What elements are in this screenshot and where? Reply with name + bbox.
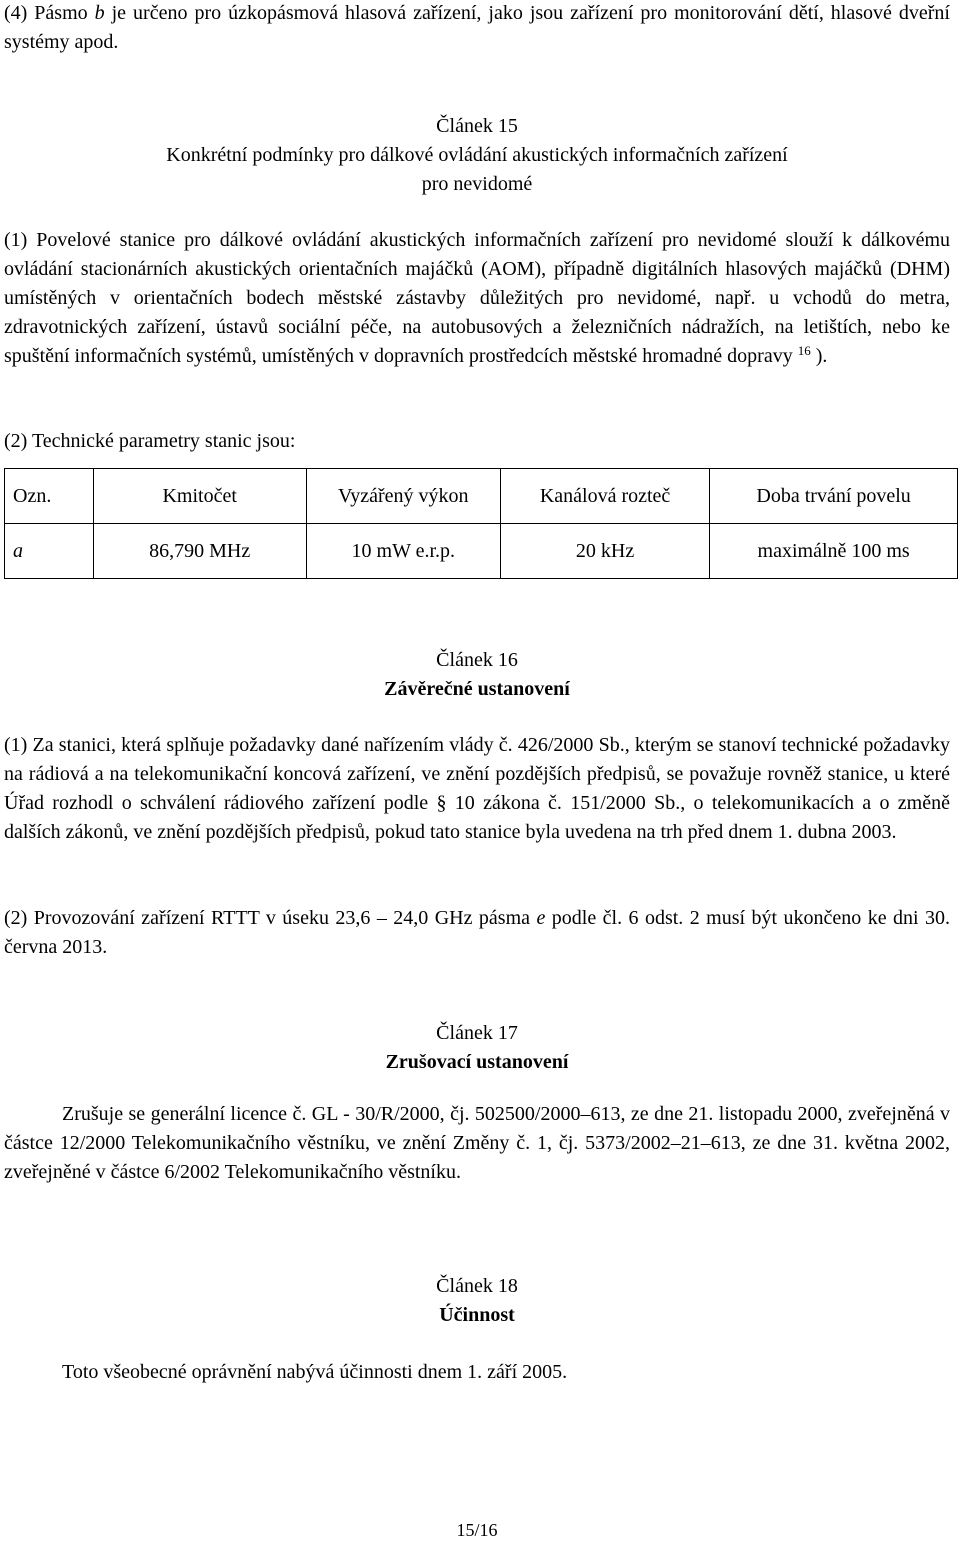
header-roztec: Kanálová rozteč: [500, 469, 709, 524]
footnote-16: 16: [797, 343, 811, 358]
cell-doba: maximálně 100 ms: [710, 524, 958, 579]
article-15-title-line2: pro nevidomé: [421, 173, 533, 195]
header-vykon: Vyzářený výkon: [306, 469, 500, 524]
article-16-paragraph-1: (1) Za stanici, která splňuje požadavky dané nařízením vlády č. 426/2000 Sb., kterým se stanoví technické požadavky na rádiová a na telekomunikační koncová zařízení, ve znění pozdějších předpisů, se považuje rovněž stanice, u které Úřad rozhodl o schválení rádiového zařízení podle § 10 zákona č. 151/2000 Sb., o telekomunikacích a o změně dalších zákonů, ve znění pozdějších předpisů, pokud tato stanice byla uvedena na trh před dnem 1. dubna 2003.: [4, 734, 950, 843]
article-16-paragraph-2-prefix: (2) Provozování zařízení RTTT v úseku 23,6 – 24,0 GHz pásma: [4, 907, 537, 929]
article-18-heading: Článek 18: [436, 1275, 518, 1297]
article-16-title: Závěrečné ustanovení: [384, 678, 570, 700]
article-16-heading: Článek 16: [436, 649, 518, 671]
article-17-paragraph: Zrušuje se generální licence č. GL - 30/R/2000, čj. 502500/2000–613, ze dne 21. listopadu 2000, zveřejněná v částce 12/2000 Telekomunikačního věstníku, ve znění Změny č. 1, čj. 5373/2002–21–613, ze dne 31. května 2002, zveřejněné v částce 6/2002 Telekomunikačního věstníku.: [4, 1103, 950, 1183]
article-16-paragraph-2-suffix: podle čl. 6 odst. 2 musí být ukončeno ke dni 30. června 2013.: [4, 907, 950, 958]
article-15-paragraph-2: (2) Technické parametry stanic jsou:: [4, 430, 296, 452]
paragraph-4-text: je určeno pro úzkopásmová hlasová zařízení, jako jsou zařízení pro monitorování dětí, hlasové dveřní systémy apod.: [4, 2, 950, 53]
table-header-row: [5, 469, 958, 524]
cell-roztec: 20 kHz: [500, 524, 709, 579]
article-15-paragraph-1-end: ).: [810, 345, 828, 367]
article-18-paragraph: Toto všeobecné oprávnění nabývá účinnosti dnem 1. září 2005.: [62, 1361, 568, 1383]
page-number: 15/16: [456, 1520, 498, 1540]
header-doba: Doba trvání povelu: [710, 469, 958, 524]
band-letter-e: e: [536, 907, 546, 929]
paragraph-4: [4, 0, 950, 57]
parameters-table: [4, 468, 958, 579]
cell-vykon: 10 mW e.r.p.: [306, 524, 500, 579]
article-18-title: Účinnost: [439, 1304, 515, 1326]
article-15-paragraph-1: [4, 226, 950, 371]
cell-kmitocet: 86,790 MHz: [93, 524, 306, 579]
article-17-heading: Článek 17: [436, 1022, 518, 1044]
header-kmitocet: Kmitočet: [93, 469, 306, 524]
article-15-heading: Článek 15: [436, 115, 518, 137]
article-15-paragraph-1-text: (1) Povelové stanice pro dálkové ovládání akustických informačních zařízení pro nevidomé slouží k dálkovému ovládání stacionárních akustických orientačních majáčků (AOM), případně digitálních hlasových majáčků (DHM) umístěných v orientačních bodech městské zástavby důležitých pro nevidomé, např. u vchodů do metra, zdravotnických zařízení, ústavů sociální péče, na autobusových a železničních nádražích, na letištích, nebo ke spuštění informačních systémů, umístěných v dopravních prostředcích městské hromadné dopravy: [4, 229, 950, 367]
paragraph-4-prefix: (4) Pásmo: [4, 2, 95, 24]
article-15-title-line1: Konkrétní podmínky pro dálkové ovládání akustických informačních zařízení: [166, 144, 788, 166]
article-16-paragraph-2: [4, 904, 950, 962]
header-ozn: Ozn.: [5, 469, 94, 524]
table-row: [5, 524, 958, 579]
band-letter: b: [94, 2, 105, 24]
cell-ozn: a: [5, 524, 94, 579]
article-17-title: Zrušovací ustanovení: [385, 1051, 569, 1073]
